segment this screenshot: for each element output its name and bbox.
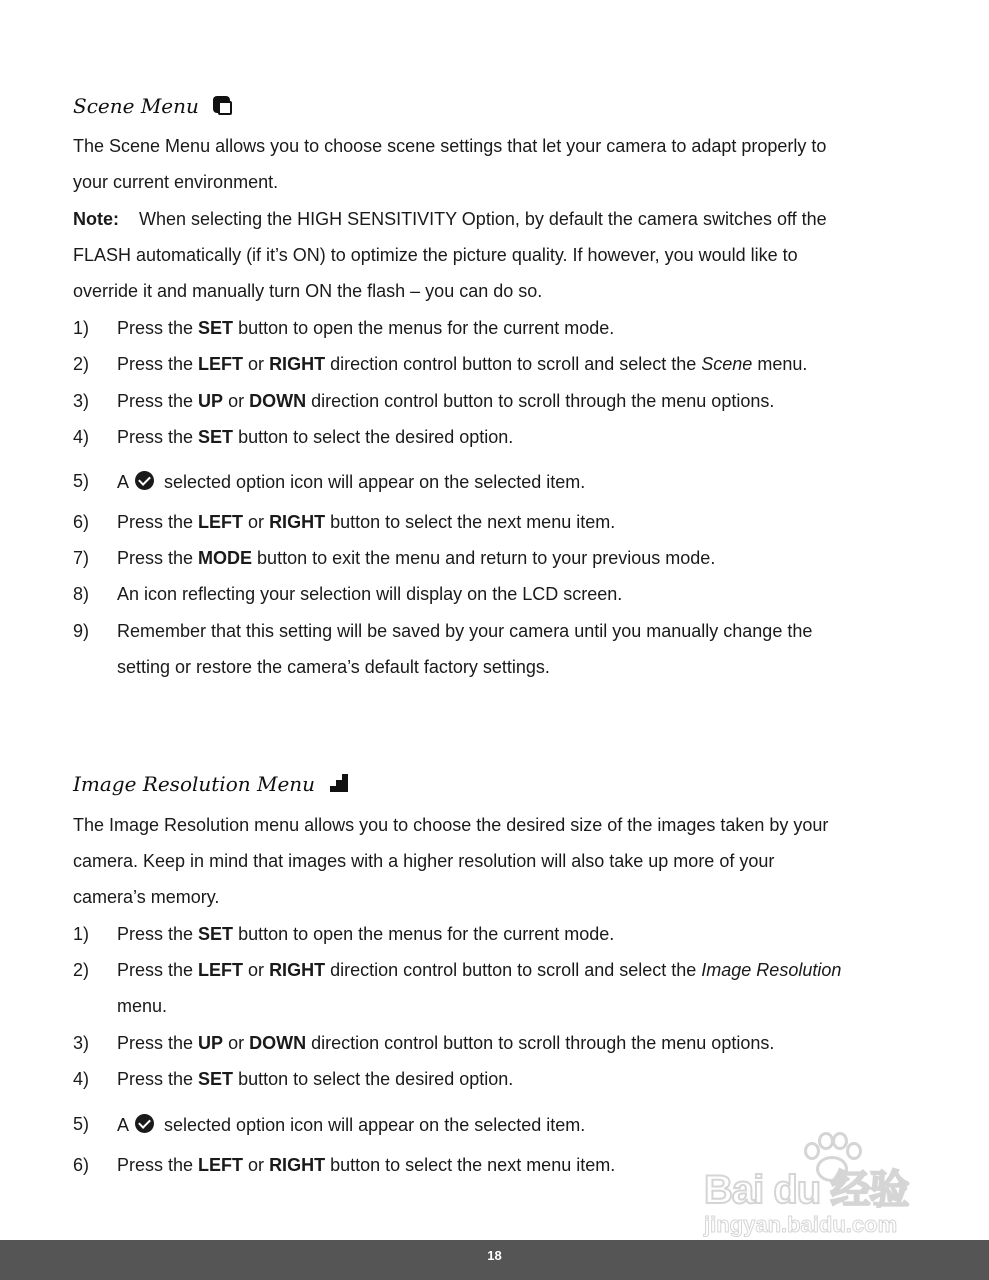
resolution-step-2-number: 2) (73, 960, 90, 980)
check-icon (135, 1114, 154, 1133)
watermark-url: jingyan.baidu.com (704, 1212, 898, 1237)
scene-step-9-number: 9) (73, 621, 90, 641)
scene-step-8: An icon reflecting your selection will display on the LCD screen. (117, 584, 623, 604)
resolution-menu-heading (73, 774, 349, 794)
scene-step-8-number: 8) (73, 584, 90, 604)
resolution-icon (329, 774, 349, 794)
baidu-watermark (700, 1130, 940, 1240)
scene-step-7-number: 7) (73, 548, 90, 568)
scene-step-6: Press the LEFT or RIGHT button to select the next menu item. (117, 512, 616, 532)
scene-step-4: Press the SET button to select the desired option. (117, 427, 514, 447)
resolution-step-5: A selected option icon will appear on the selected item. (117, 1115, 586, 1135)
scene-menu-title: Scene Menu (73, 94, 199, 118)
scene-icon (213, 96, 233, 116)
watermark-logo: Bai du 经验 (704, 1168, 909, 1212)
resolution-intro-line-3: camera’s memory. (73, 887, 220, 907)
scene-step-1-number: 1) (73, 318, 90, 338)
scene-note-line-3: override it and manually turn ON the flash – you can do so. (73, 281, 543, 301)
scene-step-5: A selected option icon will appear on the selected item. (117, 472, 586, 492)
scene-step-5-number: 5) (73, 471, 90, 491)
scene-step-1: Press the SET button to open the menus for the current mode. (117, 318, 615, 338)
resolution-step-1-number: 1) (73, 924, 90, 944)
scene-step-9-line-1: Remember that this setting will be saved by your camera until you manually change the (117, 621, 813, 641)
check-icon (135, 471, 154, 490)
resolution-step-6-number: 6) (73, 1155, 90, 1175)
resolution-step-1: Press the SET button to open the menus for the current mode. (117, 924, 615, 944)
note-label: Note: (73, 209, 119, 229)
scene-step-9-line-2: setting or restore the camera’s default factory settings. (117, 657, 550, 677)
resolution-step-2: Press the LEFT or RIGHT direction control button to scroll and select the Image Resolution (117, 960, 842, 980)
resolution-step-4: Press the SET button to select the desired option. (117, 1069, 514, 1089)
scene-step-4-number: 4) (73, 427, 90, 447)
scene-note-line-2: FLASH automatically (if it’s ON) to optimize the picture quality. If however, you would like to (73, 245, 798, 265)
scene-intro-line-1: The Scene Menu allows you to choose scene settings that let your camera to adapt properly to (73, 136, 827, 156)
scene-step-2: Press the LEFT or RIGHT direction control button to scroll and select the Scene menu. (117, 354, 808, 374)
scene-step-3-number: 3) (73, 391, 90, 411)
resolution-step-3-number: 3) (73, 1033, 90, 1053)
scene-note-line-1 (73, 209, 827, 231)
note-text-1: When selecting the HIGH SENSITIVITY Option, by default the camera switches off the (139, 209, 827, 229)
scene-step-6-number: 6) (73, 512, 90, 532)
resolution-step-6: Press the LEFT or RIGHT button to select the next menu item. (117, 1155, 616, 1175)
resolution-step-2-line-2: menu. (117, 996, 168, 1016)
scene-intro-line-2: your current environment. (73, 172, 279, 192)
page-number: 18 (487, 1248, 502, 1263)
resolution-step-3: Press the UP or DOWN direction control button to scroll through the menu options. (117, 1033, 775, 1053)
resolution-intro-line-2: camera. Keep in mind that images with a higher resolution will also take up more of your (73, 851, 775, 871)
scene-step-7: Press the MODE button to exit the menu and return to your previous mode. (117, 548, 716, 568)
scene-step-2-number: 2) (73, 354, 90, 374)
resolution-menu-title: Image Resolution Menu (73, 772, 316, 796)
scene-menu-heading (73, 96, 233, 116)
resolution-step-4-number: 4) (73, 1069, 90, 1089)
page-footer (0, 1240, 989, 1280)
resolution-intro-line-1: The Image Resolution menu allows you to choose the desired size of the images taken by your (73, 815, 829, 835)
scene-step-3: Press the UP or DOWN direction control button to scroll through the menu options. (117, 391, 775, 411)
resolution-step-5-number: 5) (73, 1114, 90, 1134)
